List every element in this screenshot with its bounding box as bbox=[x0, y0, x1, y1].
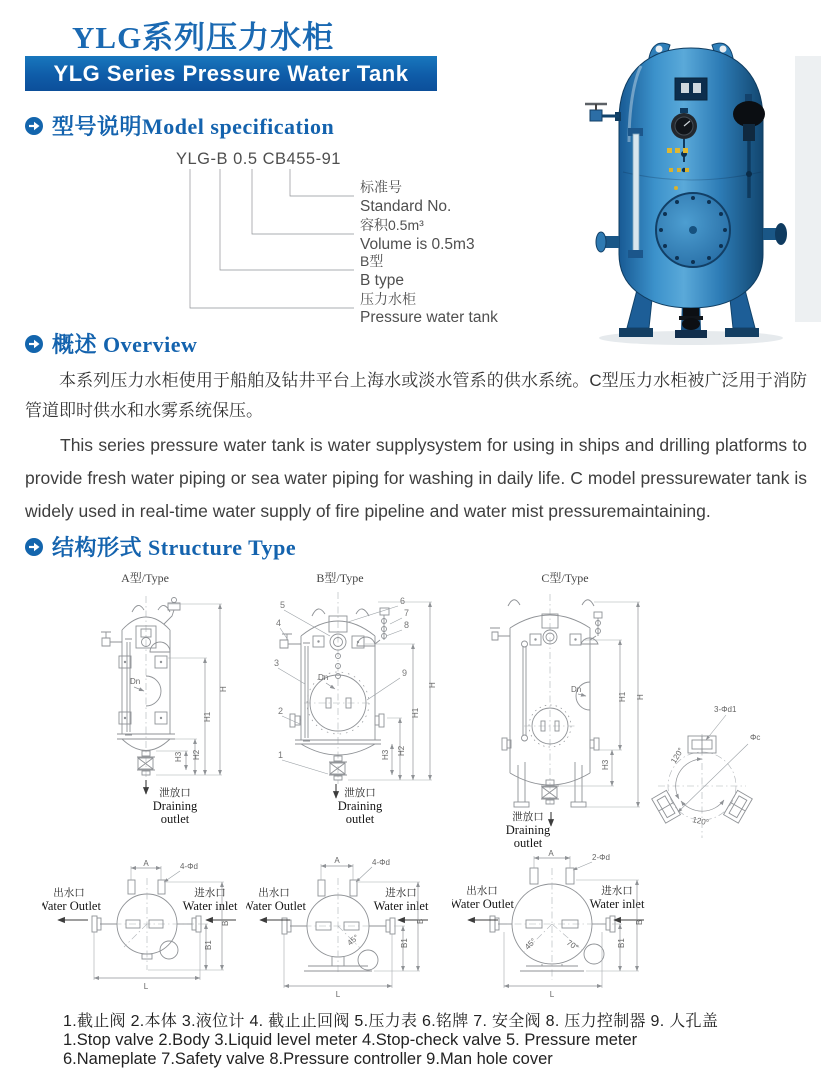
dim-bolt2: 2-Φd bbox=[592, 853, 610, 862]
model-label-en: Standard No. bbox=[360, 198, 452, 215]
model-label-zh: 容积0.5m³ bbox=[360, 217, 424, 233]
arrow-bullet-icon bbox=[25, 335, 43, 353]
dim-b1: B1 bbox=[204, 940, 213, 950]
drain-label-en1: Draining bbox=[505, 823, 551, 837]
model-label-zh: 压力水柜 bbox=[360, 291, 416, 307]
arrow-bullet-icon bbox=[25, 538, 43, 556]
dim-b1: B1 bbox=[400, 938, 409, 948]
inlet-label-en: Water inlet bbox=[589, 897, 645, 911]
dim-dn: Dn bbox=[130, 677, 141, 686]
legend-line-zh: 1.截止阀 2.本体 3.液位计 4. 截止止回阀 5.压力表 6.铭牌 7. 安全阀 8. 压力控制器 9. 人孔盖 bbox=[63, 1013, 719, 1030]
inlet-label-en: Water inlet bbox=[182, 899, 238, 913]
outlet-label-en: Water Outlet bbox=[42, 899, 101, 913]
section-heading-model: 型号说明Model specification bbox=[52, 114, 335, 139]
dim-h3: H3 bbox=[174, 751, 183, 762]
overview-paragraph-en: This series pressure water tank is water supplysystem for using in ships and drilling platforms to provide fresh water piping or sea water piping for washing in daily life. C model pressurewater tank is widely used in real-time water supply of fire pipeline and water mist pressuremaintaining. bbox=[25, 435, 807, 521]
type-label-b: B型/Type bbox=[316, 571, 364, 585]
drawing-a-elevation bbox=[98, 592, 233, 831]
svg-text:6: 6 bbox=[400, 596, 406, 606]
callout-numbers bbox=[274, 596, 409, 774]
product-photo bbox=[563, 22, 821, 352]
type-label-a: A型/Type bbox=[121, 571, 169, 585]
dim-l: L bbox=[143, 982, 149, 991]
legend-line-en2: 6.Nameplate 7.Safety valve 8.Pressure controller 9.Man hole cover bbox=[63, 1050, 553, 1068]
section-overview bbox=[25, 328, 197, 359]
dim-h1: H1 bbox=[618, 691, 627, 702]
type-label-c: C型/Type bbox=[541, 571, 589, 585]
outlet-label-en: Water Outlet bbox=[452, 897, 514, 911]
dim-h: H bbox=[219, 686, 228, 692]
inlet-label-zh: 进水口 bbox=[385, 887, 417, 899]
legend-line-en1: 1.Stop valve 2.Body 3.Liquid level meter 4.Stop-check valve 5. Pressure meter bbox=[63, 1031, 638, 1049]
svg-text:4: 4 bbox=[276, 618, 282, 628]
outlet-label-en: Water Outlet bbox=[246, 899, 306, 913]
inlet-label-zh: 进水口 bbox=[194, 887, 226, 899]
drawing-c-elevation bbox=[478, 590, 653, 853]
drawing-c-leg-detail bbox=[650, 698, 815, 853]
dim-45deg: 45° bbox=[523, 936, 538, 952]
dim-b: B bbox=[635, 919, 644, 925]
drain-label-zh: 泄放口 bbox=[344, 787, 376, 799]
svg-text:1: 1 bbox=[278, 750, 284, 760]
dim-bolt4: 4-Φd bbox=[180, 862, 198, 871]
dim-h1: H1 bbox=[203, 711, 212, 722]
model-label-zh: 标准号 bbox=[360, 179, 402, 195]
stop-valve bbox=[585, 104, 621, 121]
svg-text:3: 3 bbox=[274, 658, 280, 668]
drain-label-zh: 泄放口 bbox=[512, 811, 544, 823]
outlet-label-zh: 出水口 bbox=[466, 885, 498, 897]
section-heading-structure: 结构形式 Structure Type bbox=[52, 535, 297, 560]
section-heading-overview: 概述 Overview bbox=[52, 332, 198, 357]
svg-text:2: 2 bbox=[278, 706, 284, 716]
arrow-bullet-icon bbox=[25, 117, 43, 135]
dim-l: L bbox=[549, 990, 555, 999]
svg-text:9: 9 bbox=[402, 668, 408, 678]
dim-h3: H3 bbox=[381, 749, 390, 760]
dim-h: H bbox=[428, 682, 437, 688]
inlet-label-en: Water inlet bbox=[373, 899, 429, 913]
drain-label-en1: Draining bbox=[337, 799, 383, 813]
dim-l: L bbox=[335, 990, 341, 999]
dim-bolt3: 3-Φd1 bbox=[714, 705, 737, 714]
dim-bolt4: 4-Φd bbox=[372, 858, 390, 867]
section-model bbox=[25, 110, 334, 141]
model-label-en: Volume is 0.5m3 bbox=[360, 236, 475, 253]
model-label-en: Pressure water tank bbox=[360, 309, 498, 326]
section-structure bbox=[25, 531, 296, 562]
outlet-label-zh: 出水口 bbox=[258, 887, 290, 899]
dim-phic: Φc bbox=[750, 733, 761, 742]
svg-text:5: 5 bbox=[280, 600, 286, 610]
drawing-a-plan bbox=[42, 858, 242, 999]
dim-b1: B1 bbox=[617, 938, 626, 948]
dim-h2: H2 bbox=[397, 745, 406, 756]
dim-a: A bbox=[334, 856, 340, 865]
model-code-diagram bbox=[168, 148, 518, 333]
page-title: YLG系列压力水柜 bbox=[72, 20, 335, 55]
svg-text:8: 8 bbox=[404, 620, 410, 630]
drain-label-en2: outlet bbox=[513, 836, 543, 848]
dim-dn: Dn bbox=[318, 673, 329, 682]
model-code: YLG-B 0.5 CB455-91 bbox=[176, 150, 341, 168]
dim-h2: H2 bbox=[192, 749, 201, 760]
dim-45deg: 45° bbox=[345, 932, 361, 948]
outlet-label-zh: 出水口 bbox=[53, 887, 85, 899]
page-subtitle-banner: YLG Series Pressure Water Tank bbox=[25, 56, 437, 91]
dim-b: B bbox=[416, 918, 425, 924]
inlet-label-zh: 进水口 bbox=[601, 885, 633, 897]
parts-legend bbox=[63, 1012, 808, 1069]
dim-dn: Dn bbox=[571, 685, 582, 694]
model-label-en: B type bbox=[360, 272, 404, 289]
dim-h: H bbox=[636, 694, 645, 700]
svg-text:7: 7 bbox=[404, 608, 410, 618]
dim-b: B bbox=[221, 920, 230, 926]
dim-a: A bbox=[548, 850, 554, 858]
drawing-c-plan bbox=[452, 850, 657, 1007]
dim-h1: H1 bbox=[411, 707, 420, 718]
dim-a: A bbox=[143, 859, 149, 868]
dim-120deg: 120° bbox=[691, 815, 710, 828]
drain-label-en2: outlet bbox=[160, 812, 190, 826]
manhole-cover bbox=[656, 193, 730, 267]
drawing-b-plan bbox=[246, 852, 441, 1007]
drain-label-en1: Draining bbox=[152, 799, 198, 813]
overview-paragraph-zh: 本系列压力水柜使用于船舶及钻井平台上海水或淡水管系的供水系统。C型压力水柜被广泛用于消防管道即时供水和水雾系统保压。 bbox=[25, 371, 807, 420]
drain-label-en2: outlet bbox=[345, 812, 375, 826]
dim-120deg: 120° bbox=[669, 746, 686, 766]
dim-h3: H3 bbox=[601, 759, 610, 770]
dim-70deg: 70° bbox=[564, 938, 580, 953]
model-label-zh: B型 bbox=[360, 253, 384, 269]
drawing-b-elevation bbox=[272, 588, 437, 833]
drain-label-zh: 泄放口 bbox=[159, 787, 191, 799]
